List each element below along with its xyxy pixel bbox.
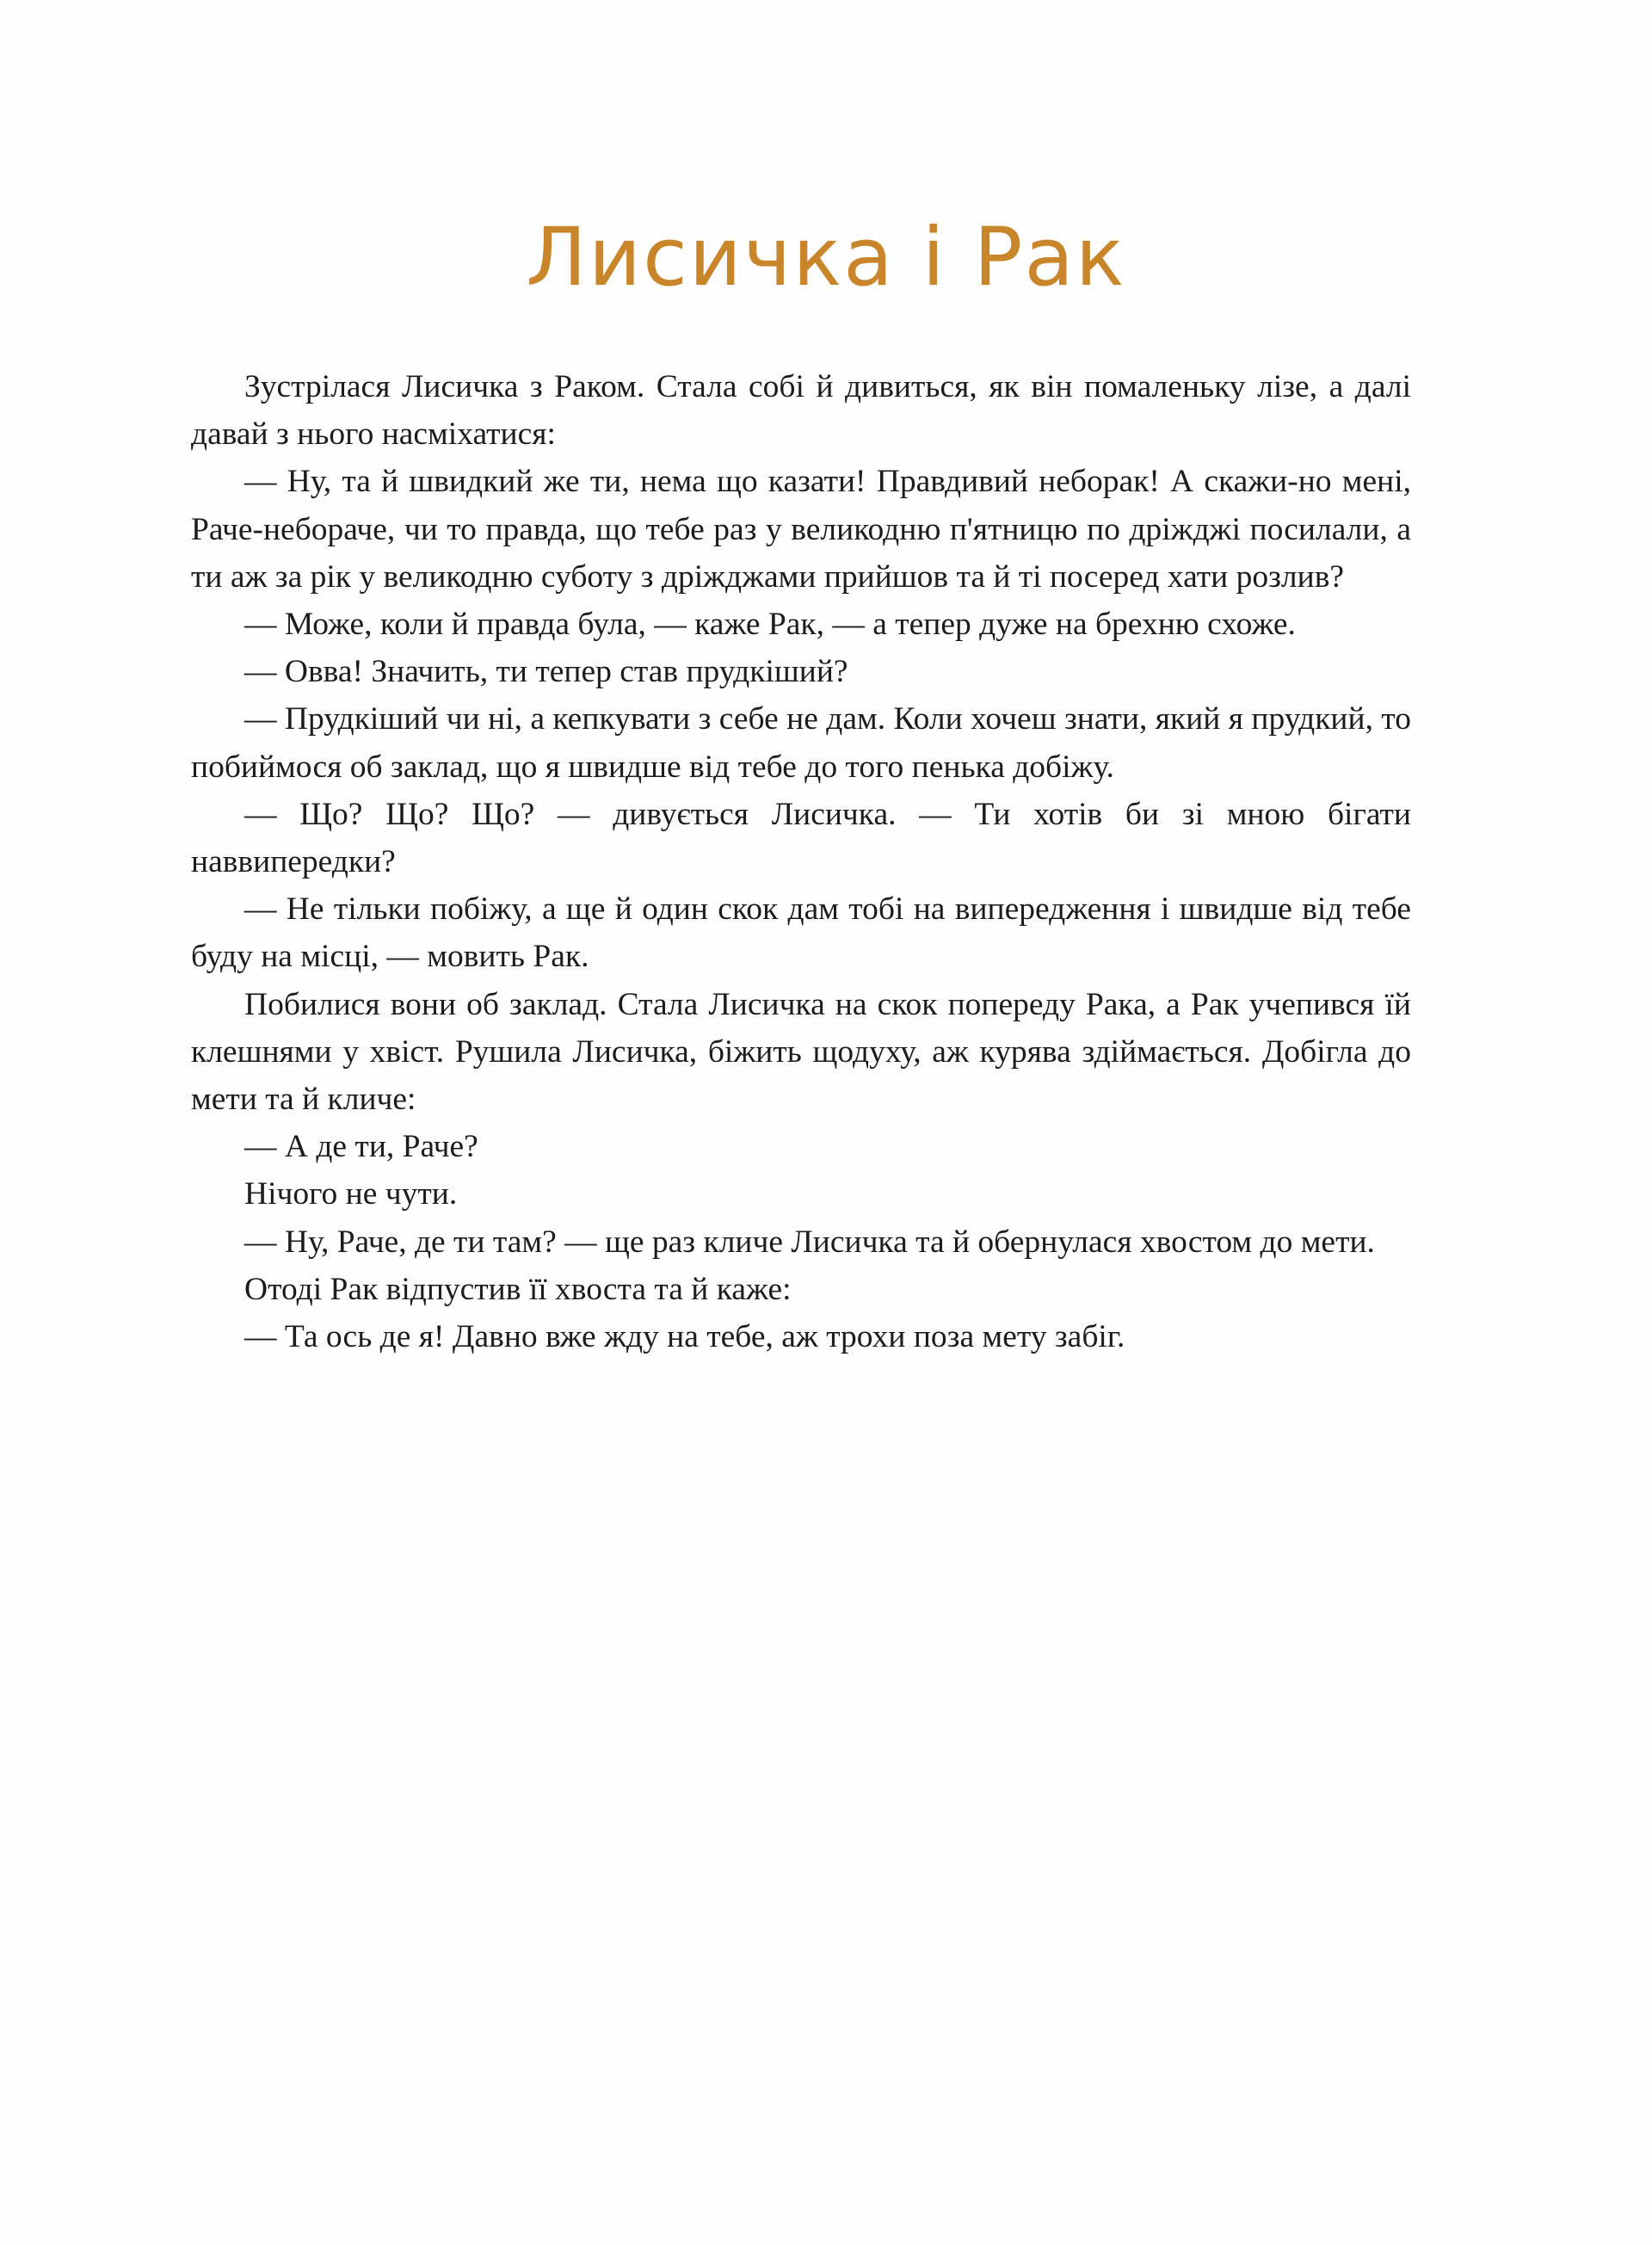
story-text [191, 363, 1411, 1360]
story-paragraph: Отоді Рак відпустив її хвоста та й каже: [244, 1271, 792, 1307]
story-paragraph: Нічого не чути. [244, 1176, 458, 1212]
story-paragraph: — Що? Що? Що? — дивується Лисичка. — Ти хотів би зі мною бігати наввипередки? [191, 796, 1411, 880]
story-title: Лисичка і Рак [526, 211, 1126, 305]
story-paragraph: — Ну, та й швидкий же ти, нема що казати! Правдивий неборак! А скажи-но мені, Раче-небораче, чи то правда, що тебе раз у великодню п'ятницю по дріжджі посилали, а ти аж за рік у великодню суботу з дріжджами прийшов та й ті посеред хати розлив? [191, 464, 1411, 595]
story-paragraph: — Та ось де я! Давно вже жду на тебе, аж трохи поза мету забіг. [244, 1319, 1125, 1355]
story-paragraph: — Овва! Значить, ти тепер став прудкіший? [244, 654, 848, 690]
story-paragraph: — Не тільки побіжу, а ще й один скок дам тобі на випередження і швидше від тебе буду на місці, — мовить Рак. [191, 891, 1411, 975]
story-paragraph: — А де ти, Раче? [244, 1129, 478, 1165]
story-paragraph: — Прудкіший чи ні, а кепкувати з себе не дам. Коли хочеш знати, який я прудкий, то побиймося об заклад, що я швидше від тебе до того пенька добіжу. [191, 701, 1411, 785]
story-paragraph: — Ну, Раче, де ти там? — ще раз кличе Лисичка та й обернулася хвостом до мети. [244, 1224, 1375, 1260]
story-paragraph: — Може, коли й правда була, — каже Рак, — а тепер дуже на брехню схоже. [244, 607, 1296, 643]
story-paragraph: Зустрілася Лисичка з Раком. Стала собі й дивиться, як він помаленьку лізе, а далі давай з нього насміхатися: [191, 369, 1411, 453]
story-paragraph: Побилися вони об заклад. Стала Лисичка на скок попереду Рака, а Рак учепився їй клешнями у хвіст. Рушила Лисичка, біжить щодуху, аж курява здіймається. Добігла до мети та й кличе: [191, 986, 1411, 1118]
